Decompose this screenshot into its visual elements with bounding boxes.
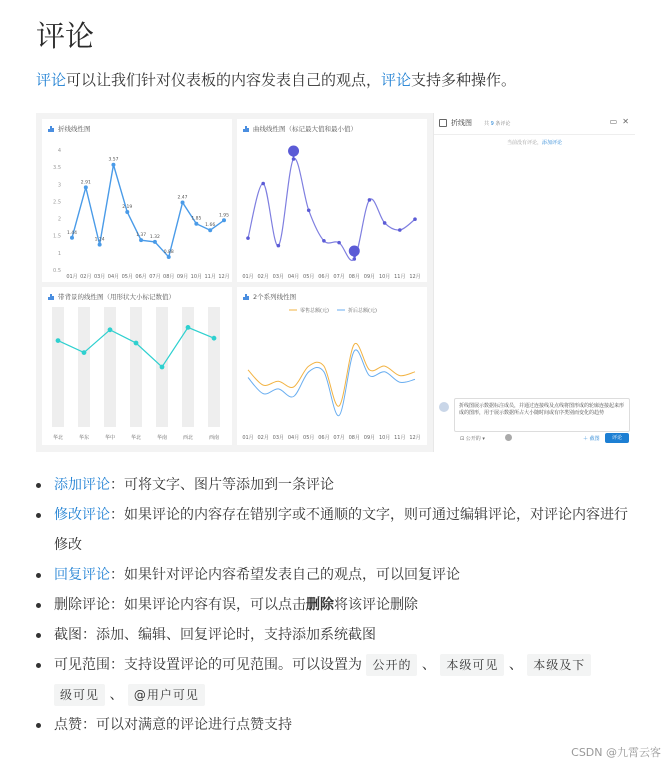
list-item xyxy=(36,650,636,710)
data-point xyxy=(246,236,250,240)
background-column xyxy=(104,307,116,427)
comment-count xyxy=(484,120,510,127)
x-tick-label: 华北 xyxy=(52,435,64,441)
x-tick-label: 01月 xyxy=(66,274,78,280)
data-point xyxy=(111,163,115,167)
data-point xyxy=(139,238,143,242)
y-tick-label: 2 xyxy=(57,216,61,223)
comment-panel-title: 折线图 xyxy=(451,119,472,127)
chart-icon xyxy=(439,119,447,127)
data-label: 2.19 xyxy=(122,205,133,211)
x-tick-label: 01月 xyxy=(242,274,254,280)
data-point xyxy=(208,228,212,232)
x-tick-label: 华东 xyxy=(78,435,90,441)
feature-text: ：如果针对评论内容希望发表自己的观点，可以回复评论 xyxy=(110,567,460,583)
list-item xyxy=(36,590,636,620)
x-tick-label: 04月 xyxy=(287,435,300,441)
data-point xyxy=(277,244,281,248)
feature-text: 删除评论：如果评论内容有误，可以点击 xyxy=(54,597,306,613)
avatar xyxy=(439,402,449,412)
comment-empty-text: 当前没有评论， xyxy=(506,140,542,146)
data-point xyxy=(134,341,139,346)
visibility-select[interactable]: ⊡ 公开的 ▾ xyxy=(460,436,485,442)
x-tick-label: 12月 xyxy=(218,274,230,280)
chart-1-svg xyxy=(42,119,232,282)
comment-count-prefix: 共 xyxy=(484,121,490,127)
x-tick-label: 07月 xyxy=(333,274,345,280)
intro-text: 可以让我们针对仪表板的内容发表自己的观点， xyxy=(66,71,382,89)
submit-comment-button[interactable]: 评论 xyxy=(605,433,629,443)
data-point xyxy=(337,241,341,245)
data-label: 2.91 xyxy=(80,180,91,186)
series-line xyxy=(248,158,415,260)
x-tick-label: 10月 xyxy=(190,274,203,280)
x-tick-label: 03月 xyxy=(93,274,106,280)
x-tick-label: 04月 xyxy=(107,274,120,280)
x-tick-label: 02月 xyxy=(257,274,269,280)
chart-2-title-text: 曲线线性图（标记最大值和最小值） xyxy=(253,125,357,133)
list-item xyxy=(36,560,636,590)
close-icon[interactable]: ✕ xyxy=(622,117,629,126)
data-point xyxy=(212,336,217,341)
data-label: 2.47 xyxy=(177,195,188,201)
data-label: 1.24 xyxy=(94,237,105,243)
chart-1-title-text: 折线线性图 xyxy=(58,125,91,133)
y-tick-label: 0.5 xyxy=(53,268,61,274)
separator: 、 xyxy=(508,657,523,673)
data-point xyxy=(322,239,326,243)
data-point xyxy=(125,210,129,214)
add-comment-link[interactable]: 添加评论 xyxy=(54,477,110,493)
comment-icon[interactable]: ▭ xyxy=(609,117,618,126)
intro-paragraph xyxy=(36,69,516,90)
chart-3-svg xyxy=(42,287,232,445)
x-tick-label: 华南 xyxy=(156,435,168,441)
x-tick-label: 12月 xyxy=(409,274,421,280)
x-tick-label: 08月 xyxy=(348,435,360,441)
user-avatar-icon[interactable] xyxy=(505,434,512,441)
feature-text: 将该评论删除 xyxy=(334,597,418,613)
x-tick-label: 08月 xyxy=(163,274,175,280)
lock-icon: ⊡ xyxy=(460,436,465,442)
edit-comment-link[interactable]: 修改评论 xyxy=(54,507,110,523)
data-point xyxy=(194,222,198,226)
feature-text: 截图：添加、编辑、回复评论时，支持添加系统截图 xyxy=(54,627,376,643)
x-tick-label: 11月 xyxy=(204,274,216,280)
x-tick-label: 06月 xyxy=(318,435,330,441)
visibility-value: 公开的 xyxy=(465,436,481,442)
feature-text: 点赞：可以对满意的评论进行点赞支持 xyxy=(54,717,292,733)
comment-empty-state xyxy=(434,139,635,146)
data-point xyxy=(222,218,226,222)
data-point xyxy=(181,200,185,204)
data-point xyxy=(368,198,372,202)
comment-count-suffix: 条评论 xyxy=(495,121,511,127)
comment-editor xyxy=(438,398,631,448)
y-tick-label: 4 xyxy=(57,148,61,154)
background-column xyxy=(208,307,220,427)
delete-keyword: 删除 xyxy=(306,597,334,613)
code-at-user: @用户可见 xyxy=(128,684,205,706)
data-label: 1.85 xyxy=(191,216,202,222)
intro-text-2: 支持多种操作。 xyxy=(411,71,517,89)
background-column xyxy=(182,307,194,427)
series-line xyxy=(72,165,224,257)
data-point xyxy=(383,221,387,225)
background-column xyxy=(78,307,90,427)
x-tick-label: 05月 xyxy=(303,435,315,441)
page-title: 评论 xyxy=(36,19,95,53)
comment-link[interactable]: 评论 xyxy=(36,71,67,89)
list-item xyxy=(36,620,636,650)
data-point xyxy=(82,350,87,355)
x-tick-label: 03月 xyxy=(272,274,285,280)
separator: 、 xyxy=(109,687,124,703)
y-tick-label: 3 xyxy=(57,182,61,189)
data-point xyxy=(413,217,417,221)
reply-comment-link[interactable]: 回复评论 xyxy=(54,567,110,583)
chart-4-svg xyxy=(237,287,427,445)
code-level-and-below-part2: 级可见 xyxy=(54,684,105,706)
x-tick-label: 07月 xyxy=(149,274,161,280)
x-tick-label: 10月 xyxy=(378,435,391,441)
data-label: 1.95 xyxy=(218,213,230,219)
separator: 、 xyxy=(421,657,436,673)
data-point xyxy=(167,255,171,259)
x-tick-label: 02月 xyxy=(80,274,92,280)
x-tick-label: 08月 xyxy=(348,274,360,280)
watermark: CSDN @九霄云客 xyxy=(571,746,661,759)
data-point xyxy=(261,182,265,186)
comment-panel-header xyxy=(434,113,635,135)
chart-2-svg xyxy=(237,119,427,282)
data-label: 1.44 xyxy=(66,230,78,236)
dashboard-screenshot xyxy=(36,113,634,452)
feature-text: ：可将文字、图片等添加到一条评论 xyxy=(110,477,334,493)
list-item xyxy=(36,470,636,500)
data-point xyxy=(398,228,402,232)
code-public: 公开的 xyxy=(366,654,417,676)
x-tick-label: 03月 xyxy=(272,435,285,441)
x-tick-label: 12月 xyxy=(409,435,421,441)
x-tick-label: 06月 xyxy=(318,274,330,280)
data-point xyxy=(153,240,157,244)
data-label: 1.37 xyxy=(136,233,147,239)
comment-link-2[interactable]: 评论 xyxy=(381,71,412,89)
y-tick-label: 3.5 xyxy=(53,165,61,172)
add-comment-link[interactable]: 添加评论 xyxy=(542,140,563,146)
data-point xyxy=(98,243,102,247)
code-level-and-below-part1: 本级及下 xyxy=(527,654,591,676)
chart-card-2 xyxy=(237,119,427,282)
x-tick-label: 04月 xyxy=(287,274,300,280)
x-tick-label: 05月 xyxy=(303,274,315,280)
data-point xyxy=(160,365,165,370)
code-same-level: 本级可见 xyxy=(440,654,504,676)
panel-actions xyxy=(610,117,629,126)
x-tick-label: 10月 xyxy=(378,274,391,280)
data-point xyxy=(84,185,88,189)
feature-list xyxy=(36,470,636,740)
chart-card-1 xyxy=(42,119,232,282)
screenshot-label: 截图 xyxy=(589,436,600,442)
legend-label: 零售总额(元) xyxy=(300,308,329,314)
x-tick-label: 11月 xyxy=(394,435,406,441)
x-tick-label: 02月 xyxy=(257,435,269,441)
background-column xyxy=(130,307,142,427)
list-item xyxy=(36,500,636,560)
x-tick-label: 09月 xyxy=(363,274,376,280)
comment-count-number: 9 xyxy=(490,121,494,127)
data-point xyxy=(108,327,113,332)
y-tick-label: 1.5 xyxy=(53,233,61,240)
data-label: 1.32 xyxy=(149,234,160,240)
chart-4-title-text: 2个系列线性图 xyxy=(253,293,297,301)
x-tick-label: 西南 xyxy=(208,435,220,441)
x-tick-label: 西北 xyxy=(182,435,194,441)
feature-text: ：如果评论的内容存在错别字或不通顺的文字，则可通过编辑评论，对评论内容进行修改 xyxy=(54,507,628,553)
x-tick-label: 01月 xyxy=(242,435,254,441)
legend-label: 折后总额(元) xyxy=(348,308,377,314)
data-point xyxy=(307,209,311,213)
x-tick-label: 09月 xyxy=(176,274,189,280)
y-tick-label: 1 xyxy=(57,250,61,257)
list-item xyxy=(36,710,636,740)
y-tick-label: 2.5 xyxy=(53,199,61,206)
x-tick-label: 07月 xyxy=(333,435,345,441)
data-point xyxy=(70,236,74,240)
feature-text: 可见范围：支持设置评论的可见范围。可以设置为 xyxy=(54,657,362,673)
x-tick-label: 华中 xyxy=(104,435,116,441)
data-label: 1.66 xyxy=(205,223,216,229)
chart-3-title-text: 带背景的线性图（用形状大小标记数值） xyxy=(58,293,175,301)
x-tick-label: 11月 xyxy=(394,274,406,280)
x-tick-label: 09月 xyxy=(363,435,376,441)
data-point xyxy=(56,338,61,343)
x-tick-label: 06月 xyxy=(135,274,147,280)
x-tick-label: 华北 xyxy=(130,435,142,441)
comment-panel xyxy=(433,113,634,452)
data-point xyxy=(186,325,191,330)
background-column xyxy=(52,307,64,427)
screenshot-button[interactable]: ＋ 截图 xyxy=(583,436,600,442)
comment-input[interactable]: 折线图展示数据标注成员，并通过连接线及点线将图形成的轮廓连接起来形成的图形，用于展示数据所占大小随时间或有序类别而变化的趋势 xyxy=(454,398,630,432)
x-tick-label: 05月 xyxy=(121,274,133,280)
data-label: 3.57 xyxy=(108,157,119,163)
data-label: 0.88 xyxy=(163,249,174,255)
chart-card-4 xyxy=(237,287,427,445)
chart-card-3 xyxy=(42,287,232,445)
